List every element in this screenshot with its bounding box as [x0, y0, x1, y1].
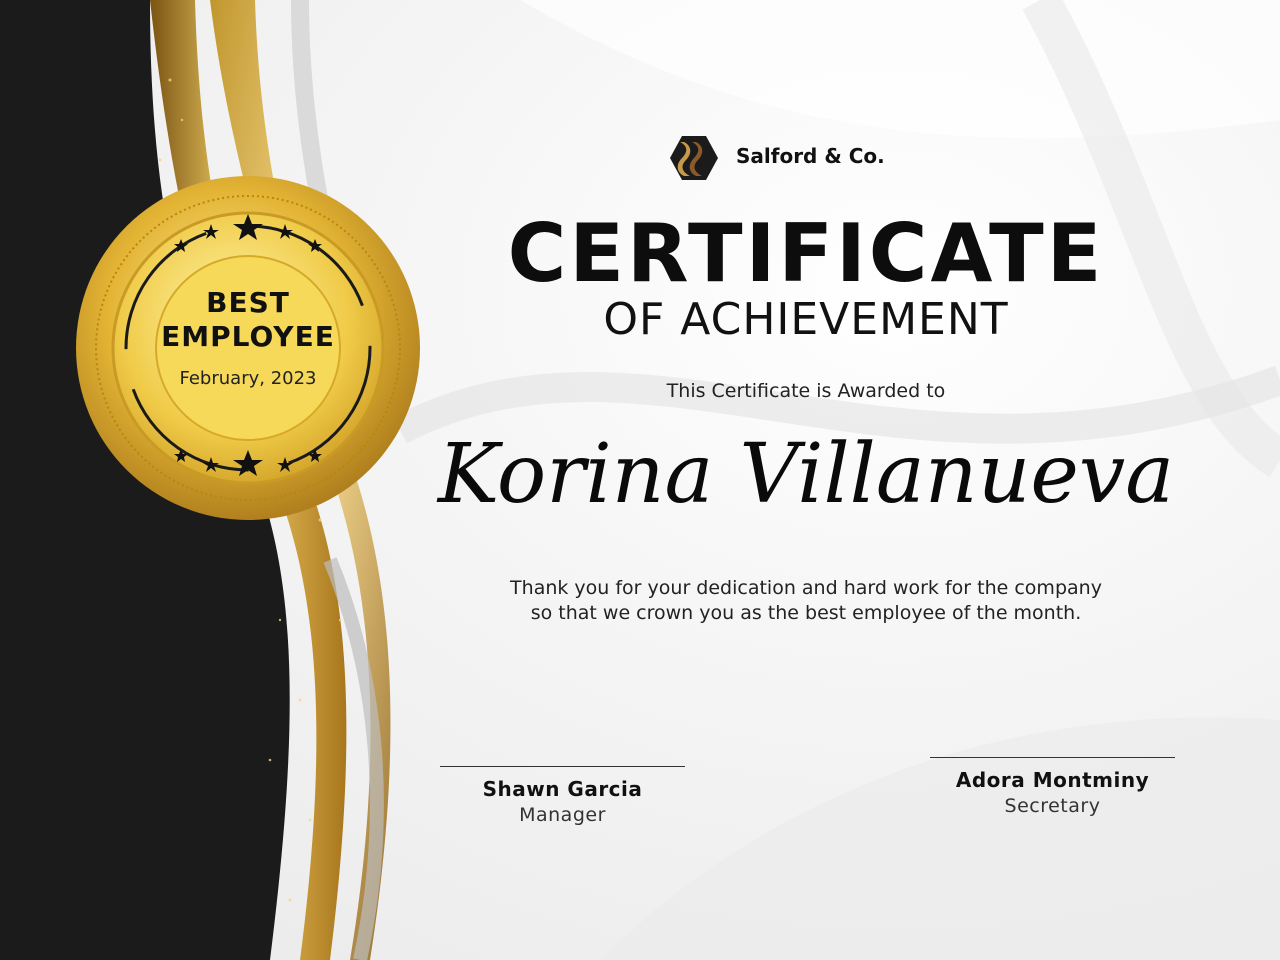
signatory-role: Secretary	[1004, 795, 1101, 817]
signature-block-manager	[440, 766, 685, 826]
signature-block-secretary	[930, 757, 1175, 817]
seal-title-employee: EMPLOYEE	[161, 320, 335, 353]
company-logo-icon	[668, 132, 720, 184]
seal-date: February, 2023	[179, 368, 317, 389]
signature-line	[440, 766, 685, 767]
signatory-role: Manager	[519, 804, 606, 826]
company-name: Salford & Co.	[736, 144, 885, 168]
signature-line	[930, 757, 1175, 758]
message-line-1: Thank you for your dedication and hard work for the company	[510, 577, 1102, 599]
appreciation-message	[420, 576, 1192, 626]
signatory-name: Shawn Garcia	[482, 777, 643, 801]
awarded-to-text: This Certificate is Awarded to	[666, 380, 946, 402]
seal-title-best: BEST	[206, 286, 290, 319]
message-line-2: so that we crown you as the best employee of the month.	[530, 602, 1082, 624]
signatory-name: Adora Montminy	[955, 768, 1150, 792]
certificate-title: CERTIFICATE	[507, 207, 1105, 300]
recipient-name: Korina Villanueva	[437, 427, 1175, 522]
seal-text	[68, 168, 428, 528]
certificate-subtitle: OF ACHIEVEMENT	[603, 294, 1009, 345]
